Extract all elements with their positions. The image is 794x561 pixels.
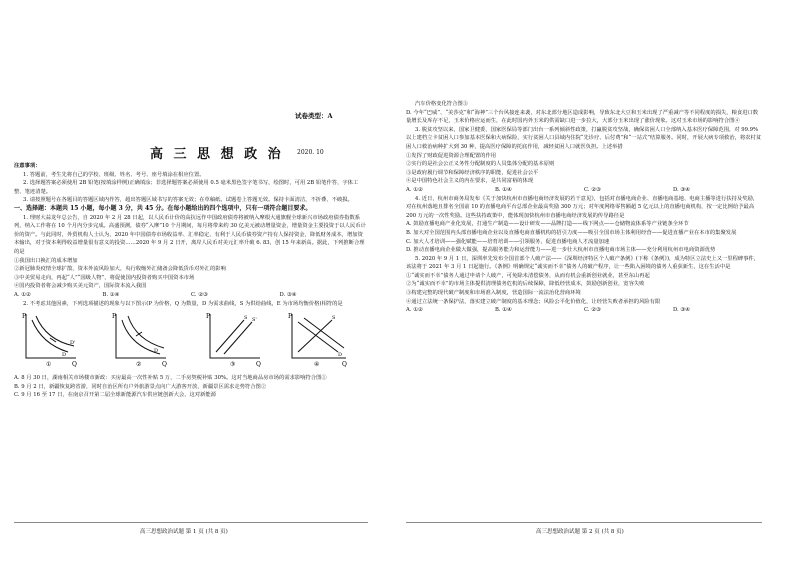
svg-text:Q: Q (256, 361, 261, 369)
q3-choice: ②实行的是社会公正义务性分配制度的人员集体分配的基本原则 (406, 161, 555, 168)
q3-choice: ③是政府履行调节和保障经济秩序的职能，促进社会公平 (406, 169, 539, 176)
graph-2 (110, 310, 170, 368)
q4-choice: B. 加大对全国范围内头部直播电商企业以及直播电商直播机构的招引力度——吸引全国市场主体利用经营——促进直播产业在本市的集聚发展 (406, 229, 737, 236)
option-a: A. ①② (14, 291, 31, 298)
note-item: 2. 选择题答案必须使用 2B 铅笔(按填涂样例)正确填涂；非选择题答案必须使用 0.5 毫米黑色签字笔书写，绘图时，可用 2B 铅笔作答，字体工整、笔迹清楚。 (14, 180, 359, 195)
option-b: B. ①④ (495, 307, 512, 314)
graph-label: ③ (230, 361, 236, 369)
option-a: A. ①② (406, 186, 423, 193)
graph-label: ② (136, 361, 142, 369)
question-4-stem: 4. 近日，杭州市商务局发布《关于加快杭州市直播电商经济发展的若干意见》，包括对直播电商企业、直播电商基地、电商主播等进行扶持及奖励，对在杭州落地且排名全国前 10 的直播电商平台总部企业最高奖励 300 万元；对年度网络零售额超 5 亿元以上的直播电商机构，按一定比例给予最高 200 万元的一次性奖励。这些扶持政策中，能体现加快杭州市直播电商经济发展的传导路径是 (406, 195, 759, 219)
q1-choice: ④国内投资者将会减少购买美元资产，国际资本流入我国 (14, 283, 147, 290)
option-b: B. ①④ (102, 291, 120, 298)
svg-text:D: D (154, 348, 159, 355)
question-2-stem: 2. 不考虑其他因素，下列选项描述的现象与以下图示(P 为价格，Q 为数量，D 为需求曲线，S 为供给曲线，E 为市场均衡价格)相符的是 (23, 300, 343, 307)
svg-text:P: P (206, 313, 211, 321)
option-d: D. ③④ (673, 307, 690, 314)
graph-4 (286, 310, 352, 368)
footer-divider-right (406, 522, 762, 523)
exam-title: 高 三 思 想 政 治 (150, 147, 284, 162)
q4-choice: D. 推动直播电商企业做大做强，提高服务能力和运营能力——进一步壮大杭州市直播电商市场主体——充分利用杭州市电商资源优势 (406, 247, 716, 254)
q2-graphs (14, 308, 368, 374)
option-b: B. ①④ (495, 186, 512, 193)
svg-text:S': S' (252, 317, 257, 324)
svg-text:Q: Q (72, 361, 77, 369)
q2-choice: B. 9 月 2 日，新疆恢复跨省游，同时自治区所有户外旅游景点向广大游客开放，新疆景区需求走势符合图② (14, 383, 267, 390)
svg-text:P: P (22, 313, 27, 321)
graph-1 (20, 310, 80, 368)
q1-options (14, 291, 368, 300)
q4-choice: C. 加大人才培训——强化赋能——培育培训——引领服务，促进直播电商人才流量加速 (406, 238, 610, 245)
notes-heading: 注意事项： (14, 163, 41, 169)
svg-text:S: S (332, 315, 336, 322)
q2-choice: A. 8 月 30 日，湖南相关市场楼市新政：买房最高一次性补贴 5 万，二手房契税补贴 30%。这对当地商品房市场的需求影响符合图① (14, 375, 327, 382)
q1-choice: ③中美贸易走向，再起“人”“国级人物”，将促使国内投资者购买中国资本市场 (14, 274, 195, 281)
q3-options (406, 186, 762, 195)
q5-choice: ④通过立法统一条保护法，落实建立破产制度的基本理念；风险公平化价值化，让经营失败者承担的风险有限 (406, 298, 661, 305)
q1-choice: ②新冠肺炎疫情全球扩散，资本外流风险加大，央行收缩外汇储备会降低货币对外汇的影响 (14, 266, 226, 273)
question-3-stem: 3. 脱贫攻坚以来，国家卫健委、国家医保局等部门出台一系列倾斜性政策，打赢脱贫攻坚战，确保贫困人口全部纳入基本医疗保障范围，对 99.9% 以上建档立卡贫困人口参加基本医保和大病保险，实行贫困人口县域内住院“先诊疗、后付费”和“一站式”结算服务。同时，开展大病专项救治，将农村贫困人口救治病种扩大到 30 种，提高医疗保障的托底作用，减轻贫困人口就医负担。上述举措 (406, 126, 762, 150)
footer-divider-left (14, 522, 368, 523)
q2-choice: D. 今年“巴威”、“美莎克”和“海神”三个台风接连来袭，对东北部分地区造成影响，导致东北大豆和玉米出现了严重减产等不同程度的损失，粮食进口数量增长及库存不足，玉米价格应运而生，在此时国内外玉米的供需缺口进一步拉大，大部分玉米出现了涨价现象。这对玉米市场的影响符合图④ (406, 109, 759, 125)
page-footer-right: 高三思想政治试题 第 2 页 (共 8 页) (536, 529, 624, 535)
q2-choice: C. 9 月 16 至 17 日，在南京召开第二届全球新能源汽车供应链创新大会，这对新能源 (14, 392, 217, 399)
q3-choice: ④是中国特色社会主义的内在要求，是共同富裕的体现 (406, 178, 534, 185)
option-c: C. ②③ (584, 186, 601, 193)
svg-text:D: D (338, 352, 343, 359)
svg-text:Q: Q (162, 361, 167, 369)
question-5-stem: 5. 2020 年 9 月 1 日，深圳率先发布全国首部个人破产法——《深圳经济特区个人破产条例》(下称《条例》)，成为特区立法史上又一里程碑事件，该法将于 2021 年 3 月 1 日起施行。《条例》明确规定“诚实而不幸”债务人的破产程序，让一些陷入困境的债务人重获新生，这在生活中是 (406, 255, 760, 271)
right-column (406, 100, 762, 315)
q5-options (406, 306, 762, 315)
graph-3 (204, 310, 264, 368)
question-1-stem: 1. 理财大蒜龙年总公告，自 2020 年 2 月 28 日起，以人民币计价的高抗远作中国政府债券将被纳入摩根大通旗舰全球新兴市场政府债券指数系列，纳入工作将在 10 个月内分步完成。高盛预测，债券“入摩”10 个月期间，每月将带来约 30 亿美元被动增量资金，增量资金主要投资于以人民币计价的资产。与此同时，外贸机构人士认为，2020 年中国债券市场收益率、汇率稳定，有利于人民币债券资产持有人保持资金，降低财务成本，增加资本输出，对于资本利得收益增量很有意义的投资……2020 年 9 月 2 日开，离岸人民币对美元汇率升破 6. 83，创 15 年来新高。据此，下列推断合理的是 (14, 214, 366, 255)
q5-choice: ①“诚实而不幸”债务人通过申请个人破产，可免除未清偿债务，从而有机会重新创业就业，甚至东山再起 (406, 272, 650, 279)
option-c: C. ②③ (191, 291, 208, 298)
q4-choice: A. 鼓励直播电商产业化发展，打通生产制造——设计研发——品牌打造——线下网点——仓储物流体系等产业链条全环节 (406, 221, 689, 228)
q1-choice: ①我国出口换汇的成本增加 (14, 257, 78, 264)
svg-text:D': D' (70, 340, 76, 347)
svg-text:P: P (112, 313, 117, 321)
q3-choice: ①发挥了财政促进资源合理配置的作用 (406, 152, 497, 159)
svg-text:P: P (288, 313, 293, 321)
page-footer-left: 高三思想政治试题 第 1 页 (共 8 页) (140, 529, 228, 535)
option-d: D. ③④ (673, 186, 690, 193)
svg-text:S: S (244, 315, 248, 322)
q2-choice-continued: 汽车价格变化符合图③ (415, 101, 468, 107)
option-c: C. ②③ (584, 307, 601, 314)
option-a: A. ①② (406, 307, 423, 314)
svg-text:Q: Q (342, 361, 347, 369)
graph-label: ④ (314, 361, 320, 369)
left-column (14, 106, 368, 400)
svg-text:D: D (62, 352, 67, 359)
exam-type-label: 试卷类型：A (295, 112, 333, 120)
exam-date: 2020. 10 (297, 149, 324, 156)
option-d: D. ③④ (279, 291, 297, 298)
section-heading: 一、选择题：本题共 15 小题，每小题 3 分，共 45 分。在每小题给出的四个选项中，只有一项符合题目要求。 (14, 204, 312, 212)
note-item: 1. 答题前，考生先将自己的学校、班级、姓名、考号、座号填涂在相应位置。 (23, 171, 205, 178)
q5-choice: ②为“诚实而不幸”的市场主体提供清理债务危机的后续保障，降低经营成本，鼓励创新创业，宽容失败 (406, 281, 645, 288)
q5-choice: ③构建完整的现代破产制度和市场准入制度，营造国际一流法治化营商环境 (406, 290, 581, 297)
note-item: 3. 请按照题号在各题目的答题区域内作答，超出答题区域书写的答案无效；在草稿纸、试题卷上答题无效。保持卡面清洁，不折叠、不破损。 (23, 197, 353, 204)
graph-label: ① (46, 361, 52, 369)
